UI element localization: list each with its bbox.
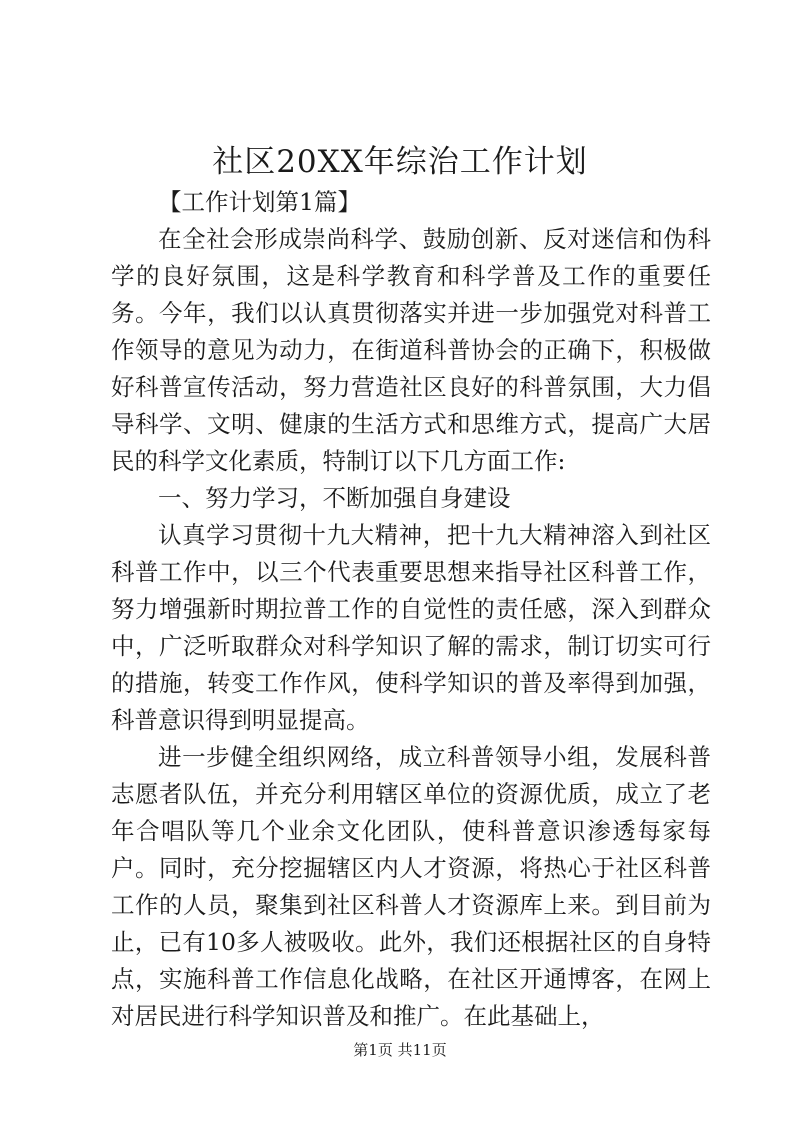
section-label: 【工作计划第1篇】 <box>158 188 361 216</box>
document-title: 社区20XX年综治工作计划 <box>212 144 588 180</box>
page-footer: 第1页 共11页 <box>353 1041 447 1059</box>
paragraph-study: 认真学习贯彻十九大精神，把十九大精神溶入到社区科普工作中，以三个代表重要思想来指导社区科普工作，努力增强新时期拉普工作的自觉性的责任感，深入到群众中，广泛听取群众对科学知识了解的需求，制订切实可行的措施，转变工作作风，使科学知识的普及率得到加强，科普意识得到明显提高。 <box>111 521 711 734</box>
section-heading: 一、努力学习，不断加强自身建设 <box>158 484 511 512</box>
paragraph-organization: 进一步健全组织网络，成立科普领导小组，发展科普志愿者队伍，并充分利用辖区单位的资源优质，成立了老年合唱队等几个业余文化团队，使科普意识渗透每家每户。同时，充分挖掘辖区内人才资源，将热心于社区科普工作的人员，聚集到社区科普人才资源库上来。到目前为止，已有10多人被吸收。此外，我们还根据社区的自身特点，实施科普工作信息化战略，在社区开通博客，在网上对居民进行科学知识普及和推广。在此基础上， <box>111 743 711 1030</box>
document-body <box>111 184 711 1035</box>
paragraph-intro: 在全社会形成崇尚科学、鼓励创新、反对迷信和伪科学的良好氛围，这是科学教育和科学普及工作的重要任务。今年，我们以认真贯彻落实并进一步加强党对科普工作领导的意见为动力，在街道科普协会的正确下，积极做好科普宣传活动，努力营造社区良好的科普氛围，大力倡导科学、文明、健康的生活方式和思维方式，提高广大居民的科学文化素质，特制订以下几方面工作: <box>111 225 711 475</box>
